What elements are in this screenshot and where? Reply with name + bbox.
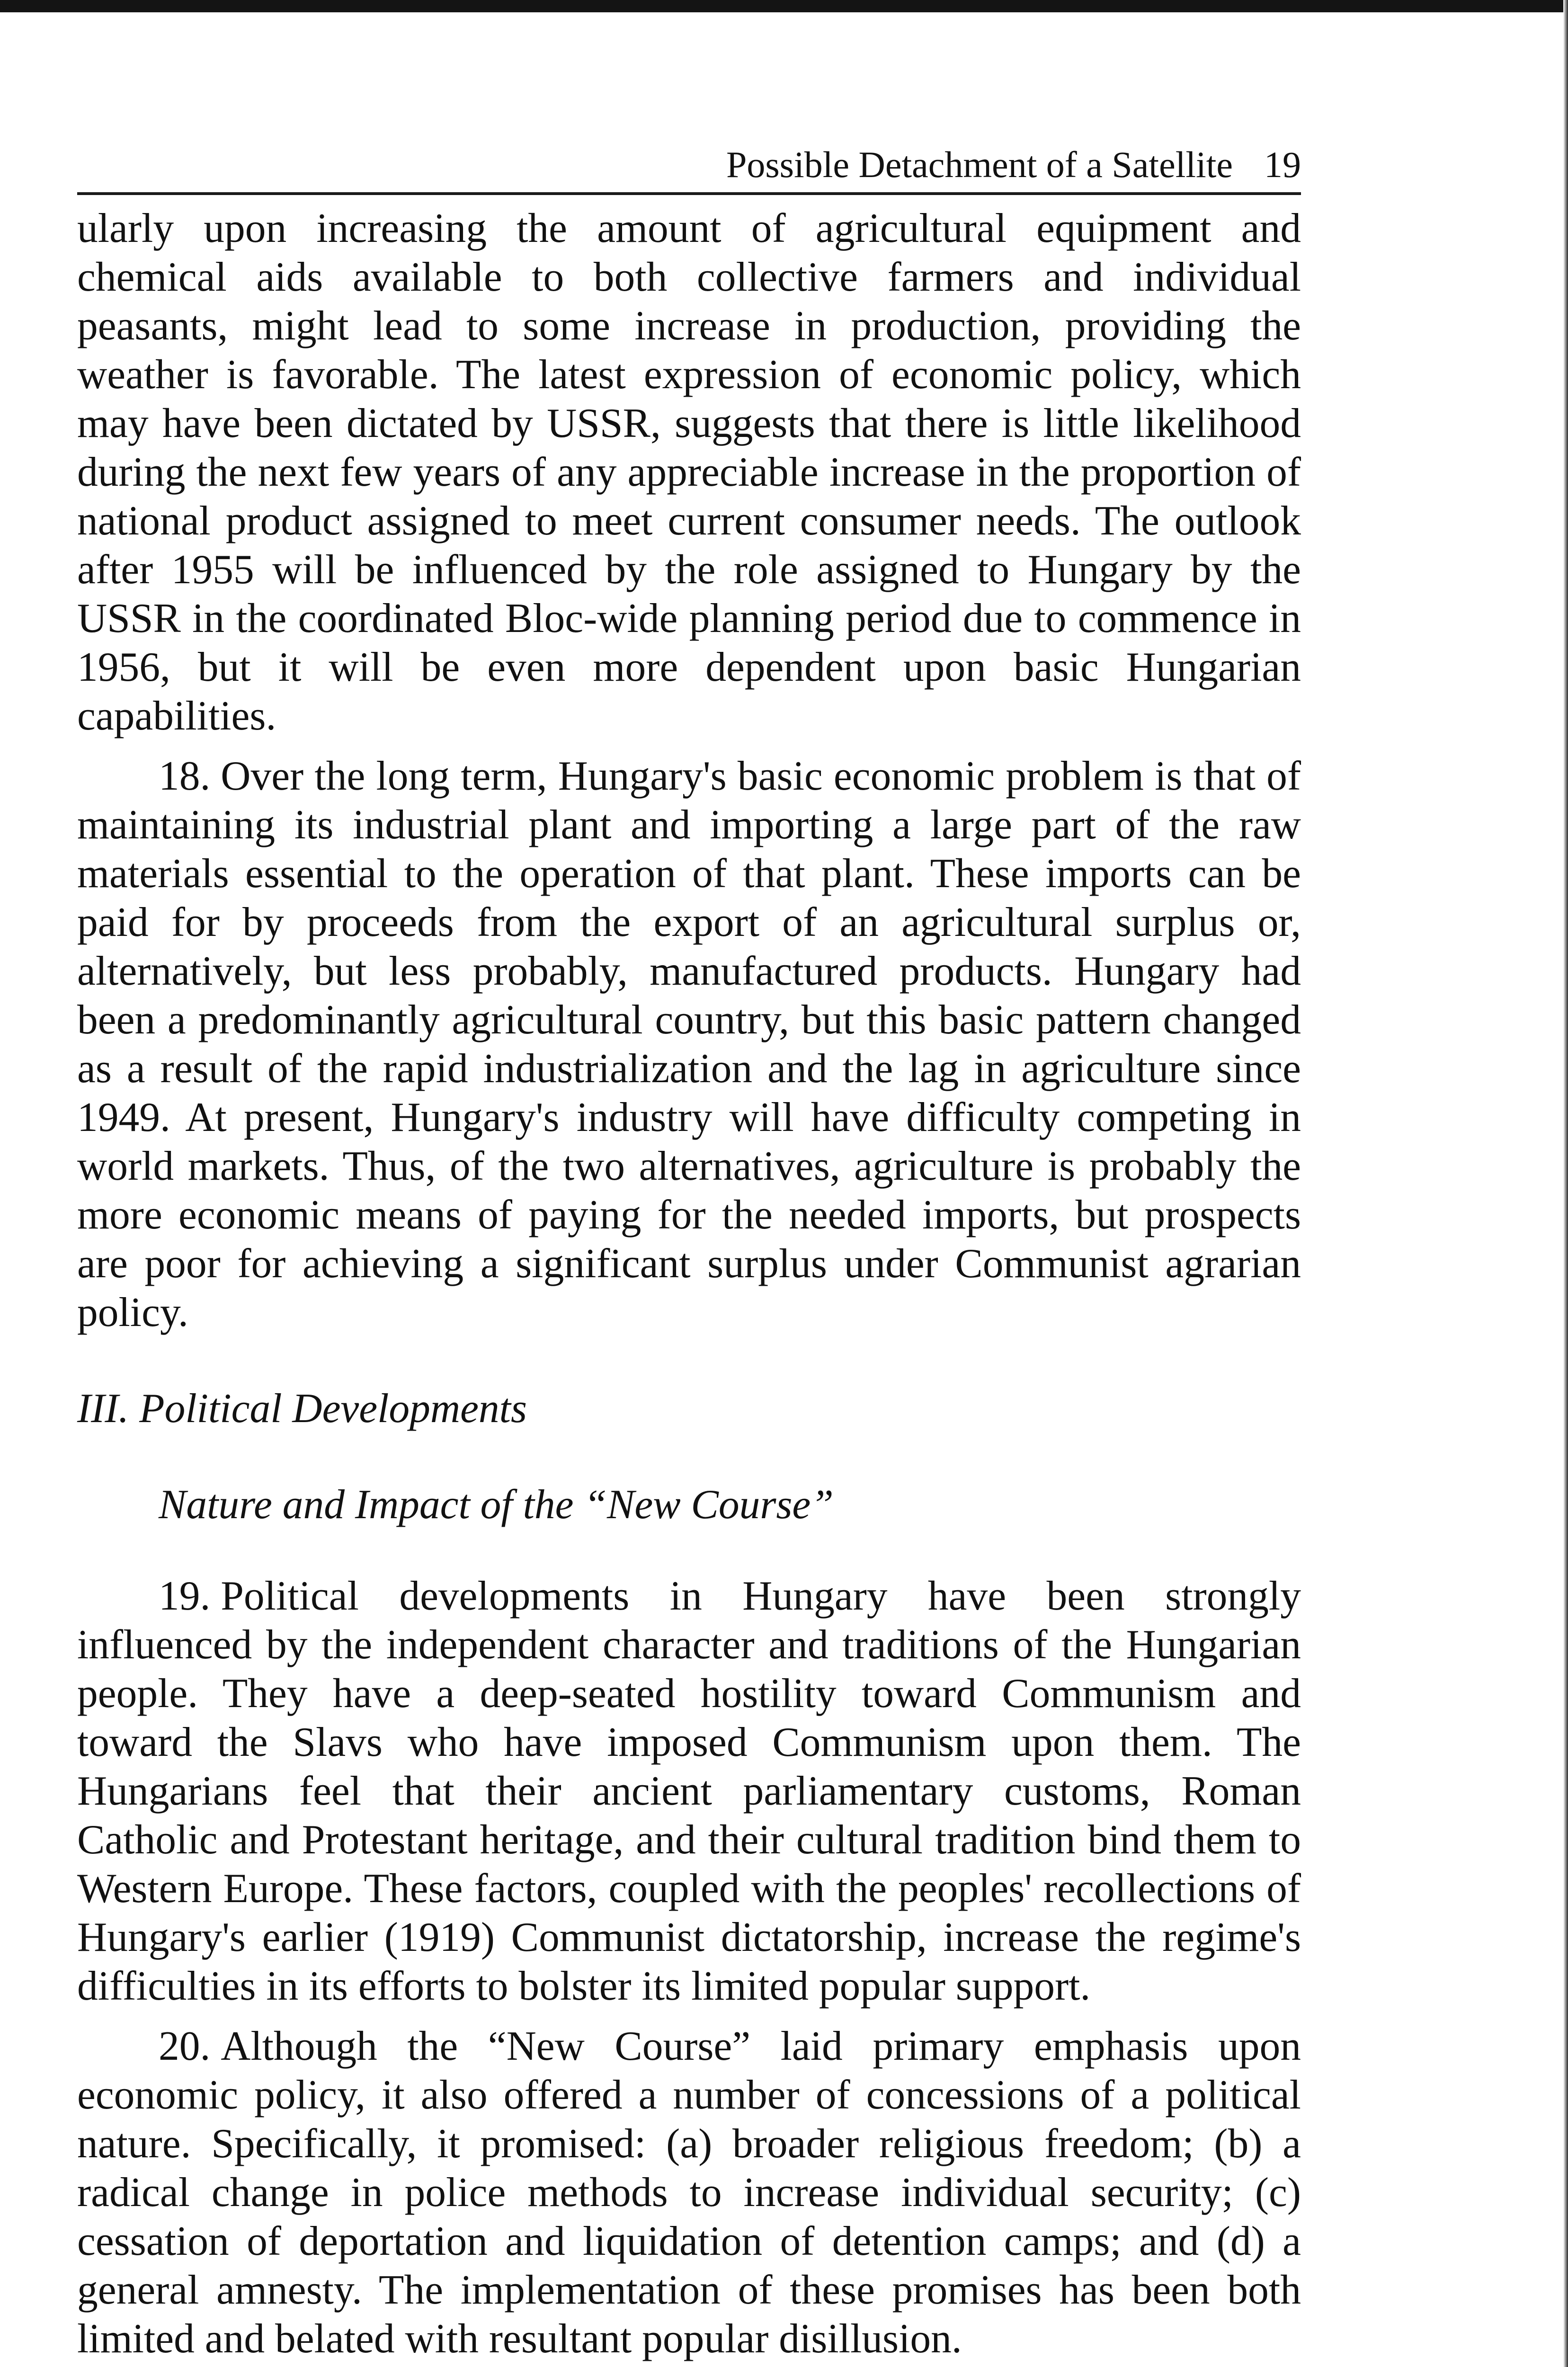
paragraph-text: Over the long term, Hungary's basic economic problem is that of maintaining its industrial plant and importing a large part of the raw materials essential to the operation of that plant. These imports can be paid for by proceeds from the export of an agricultural surplus or, alternatively, but less probably, manufactured products. Hungary had been a predominantly agricultural country, but this basic pattern changed as a result of the rapid industrialization and the lag in agriculture since 1949. At present, Hungary's industry will have difficulty competing in world markets. Thus, of the two alternatives, agriculture is probably the more economic means of paying for the needed imports, but prospects are poor for achieving a significant surplus under Communist agrarian policy.: [77, 753, 1301, 1335]
body-text: [77, 204, 1301, 2363]
paragraph-number: 19.: [159, 1573, 211, 1619]
paragraph-number: 20.: [159, 2023, 211, 2069]
paragraph-text: Political developments in Hungary have been strongly influenced by the independent character and traditions of the Hungarian people. They have a deep-seated hostility toward Communism and toward the Slavs who have imposed Communism upon them. The Hungarians feel that their ancient parliamentary customs, Roman Catholic and Protestant heritage, and their cultural tradition bind them to Western Europe. These factors, coupled with the peoples' recollections of Hungary's earlier (1919) Communist dictatorship, increase the regime's difficulties in its efforts to bolster its limited popular support.: [77, 1573, 1301, 2009]
paragraph-continued: ularly upon increasing the amount of agricultural equipment and chemical aids available to both collective farmers and individual peasants, might lead to some increase in production, providing the weather is favorable. The latest expression of economic policy, which may have been dictated by USSR, suggests that there is little likelihood during the next few years of any appreciable increase in the proportion of national product assigned to meet current consumer needs. The outlook after 1955 will be influenced by the role assigned to Hungary by the USSR in the coordinated Bloc-wide planning period due to commence in 1956, but it will be even more dependent upon basic Hungarian capabilities.: [77, 205, 1301, 739]
running-title: Possible Detachment of a Satellite: [726, 144, 1233, 185]
paragraph-20: [77, 2021, 1301, 2363]
sub-heading: Nature and Impact of the “New Course”: [159, 1481, 834, 1527]
paragraph-number: 18.: [159, 753, 211, 799]
page-number: 19: [1264, 144, 1301, 185]
paragraph-19: [77, 1571, 1301, 2010]
section-heading: III. Political Developments: [77, 1385, 527, 1431]
book-page: [77, 137, 1301, 2363]
running-header: [77, 137, 1301, 195]
scan-border-top: [0, 0, 1568, 12]
paragraph-18: [77, 751, 1301, 1336]
scan-border-right: [1563, 0, 1568, 2367]
paragraph-text: Although the “New Course” laid primary emphasis upon economic policy, it also offered a number of concessions of a political nature. Specifically, it promised: (a) broader religious freedom; (b) a radical change in police methods to increase individual security; (c) cessation of deportation and liquidation of detention camps; and (d) a general amnesty. The implementation of these promises has been both limited and belated with resultant popular disillusion.: [77, 2023, 1301, 2361]
